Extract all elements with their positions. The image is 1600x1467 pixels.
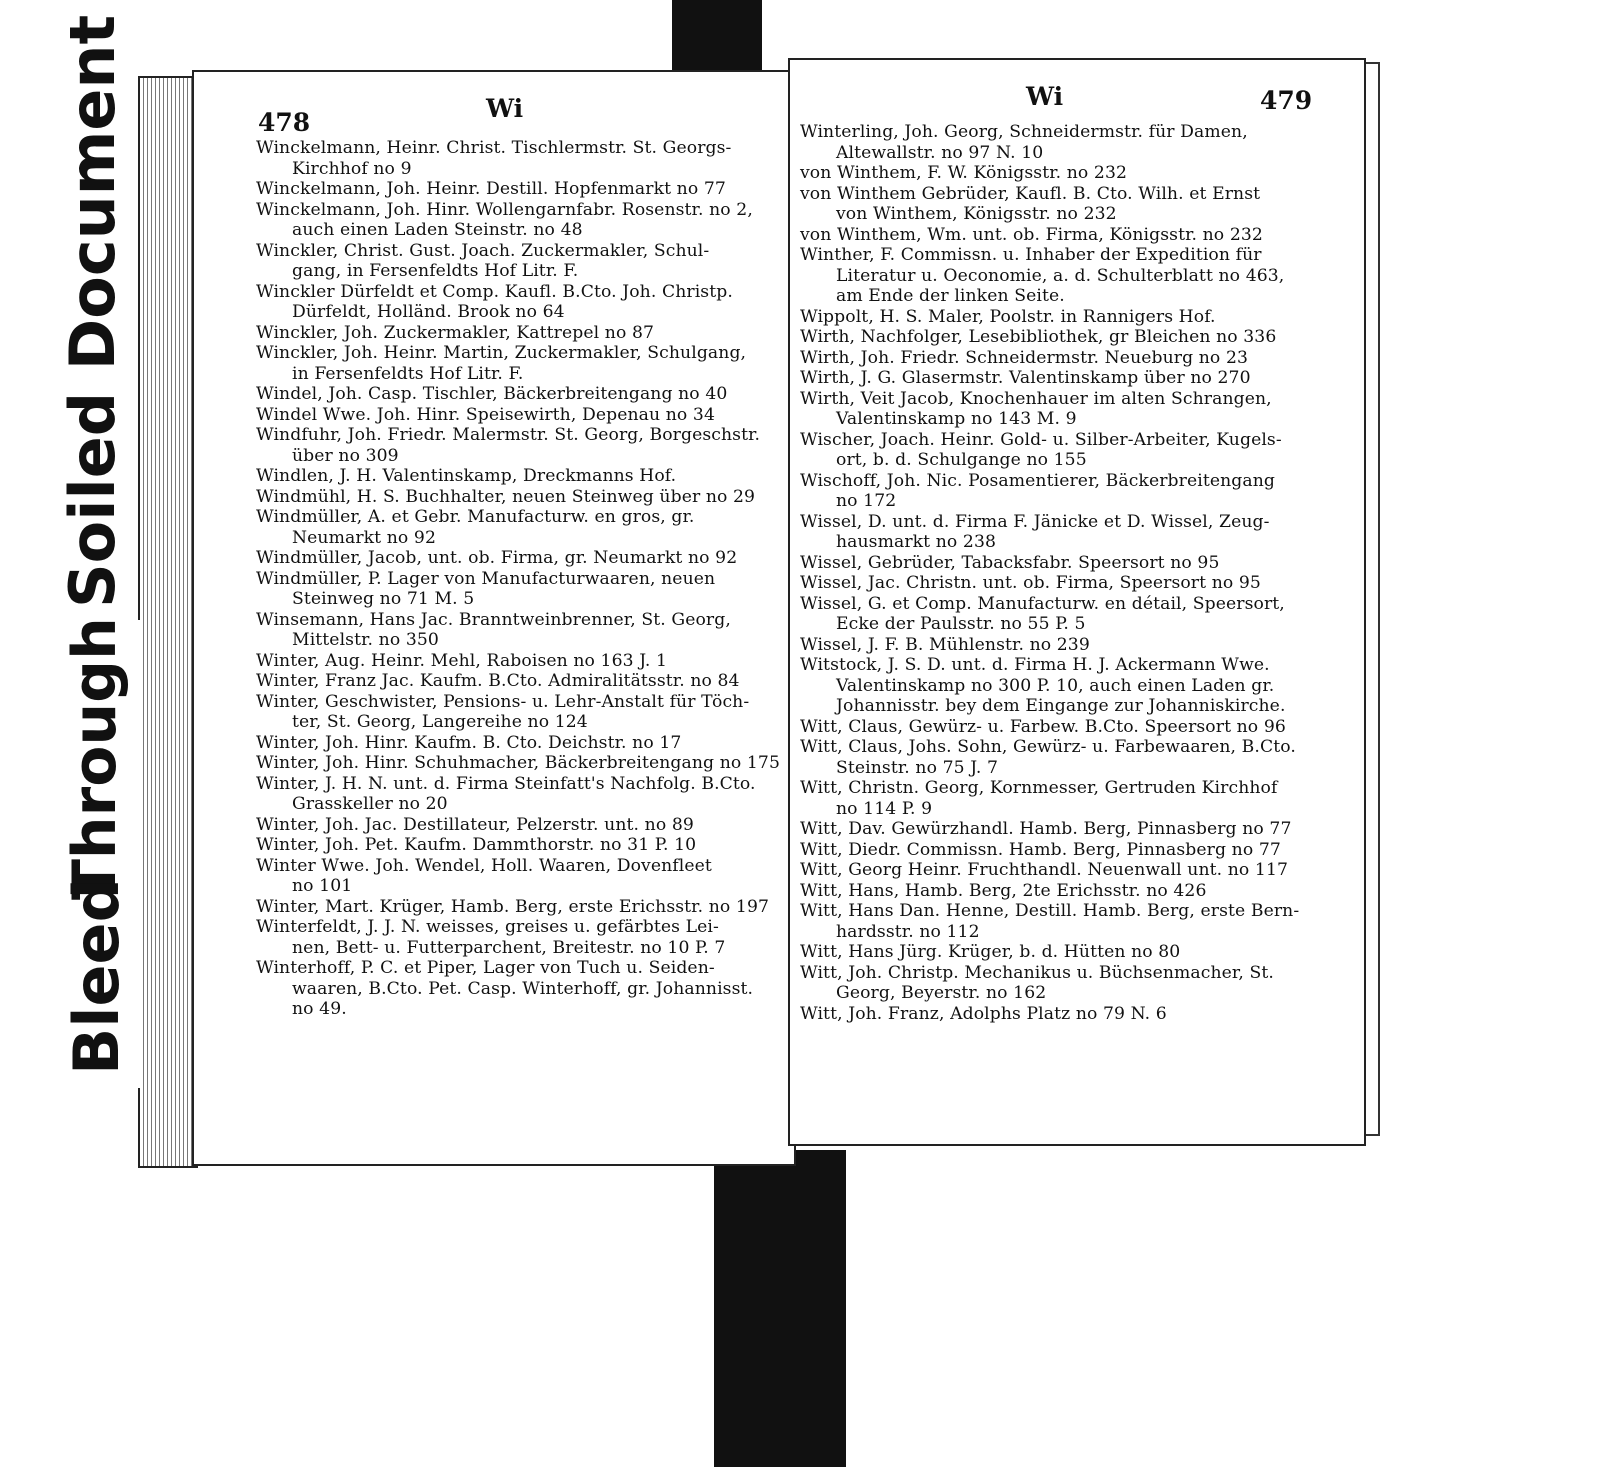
entry-continuation-line: no 49. (292, 999, 347, 1019)
directory-entry (256, 200, 786, 241)
directory-entry (256, 323, 786, 344)
entry-line: von Winthem, F. W. Königsstr. no 232 (800, 163, 1128, 183)
directory-entry (800, 163, 1352, 184)
directory-entry (256, 835, 786, 856)
entry-line: Witt, Joh. Franz, Adolphs Platz no 79 N. 6 (800, 1003, 1167, 1024)
directory-entry (800, 430, 1352, 471)
entry-continuation-line: von Winthem, Königsstr. no 232 (836, 204, 1117, 224)
entry-continuation-line: Johannisstr. bey dem Eingange zur Johanniskirche. (836, 696, 1286, 716)
entry-line: Winsemann, Hans Jac. Branntweinbrenner, St. Georg, (256, 609, 731, 630)
left-page (192, 70, 796, 1166)
entry-continuation-line: Valentinskamp no 300 P. 10, auch einen Laden gr. (836, 675, 1275, 696)
entry-continuation-line: in Fersenfeldts Hof Litr. F. (292, 363, 524, 384)
entry-line: Winckler, Joh. Zuckermakler, Kattrepel no 87 (256, 322, 655, 343)
entry-line: Windmühl, H. S. Buchhalter, neuen Steinweg über no 29 (256, 486, 756, 507)
directory-entry (256, 692, 786, 733)
entry-line: Wissel, D. unt. d. Firma F. Jänicke et D. Wissel, Zeug- (800, 511, 1270, 532)
directory-entry (800, 225, 1352, 246)
directory-entry (256, 733, 786, 754)
directory-entry (800, 471, 1352, 512)
directory-entry (800, 901, 1352, 942)
entry-continuation-line: Altewallstr. no 97 N. 10 (836, 142, 1044, 163)
entry-continuation-line: Kirchhof no 9 (292, 158, 412, 179)
directory-entry (256, 282, 786, 323)
entry-continuation-line: Valentinskamp no 143 M. 9 (836, 409, 1077, 429)
directory-entry (800, 327, 1352, 348)
entry-line: Winter, Joh. Jac. Destillateur, Pelzerstr. unt. no 89 (256, 814, 694, 835)
entry-continuation-line: Steinweg no 71 M. 5 (292, 589, 475, 609)
entry-line: Wirth, Joh. Friedr. Schneidermstr. Neueburg no 23 (800, 347, 1249, 368)
directory-entry (800, 963, 1352, 1004)
entry-line: Windmüller, Jacob, unt. ob. Firma, gr. Neumarkt no 92 (256, 548, 738, 568)
entry-continuation-line: hausmarkt no 238 (836, 532, 997, 552)
directory-entry (256, 610, 786, 651)
entry-line: Winther, F. Commissn. u. Inhaber der Expedition für (800, 245, 1262, 265)
directory-entry (800, 860, 1352, 881)
directory-entry (800, 368, 1352, 389)
directory-entry (256, 384, 786, 405)
entry-line: Wissel, Gebrüder, Tabacksfabr. Speersort no 95 (800, 552, 1220, 573)
entry-continuation-line: ter, St. Georg, Langereihe no 124 (292, 712, 588, 732)
right-page-number: 479 (1260, 86, 1313, 115)
directory-entry (256, 958, 786, 1020)
directory-entry (800, 512, 1352, 553)
directory-entry (256, 487, 786, 508)
entry-line: Winter, Joh. Pet. Kaufm. Dammthorstr. no 31 P. 10 (256, 835, 697, 855)
directory-entry (800, 594, 1352, 635)
entry-line: Winckler Dürfeldt et Comp. Kaufl. B.Cto. Joh. Christp. (256, 281, 733, 302)
entry-line: Witstock, J. S. D. unt. d. Firma H. J. Ackermann Wwe. (800, 655, 1270, 675)
entry-continuation-line: Grasskeller no 20 (292, 794, 448, 814)
entry-line: Wirth, Nachfolger, Lesebibliothek, gr Bleichen no 336 (800, 327, 1277, 347)
entry-line: Winter Wwe. Joh. Wendel, Holl. Waaren, Dovenfleet (256, 855, 712, 876)
entry-line: Wirth, J. G. Glasermstr. Valentinskamp über no 270 (800, 368, 1251, 388)
entry-line: Witt, Hans Dan. Henne, Destill. Hamb. Berg, erste Bern- (800, 901, 1300, 921)
directory-entry (256, 917, 786, 958)
watermark-soiled-document: Soiled Document (56, 14, 129, 608)
entry-continuation-line: Mittelstr. no 350 (292, 630, 439, 650)
directory-entry (256, 897, 786, 918)
directory-entry (800, 819, 1352, 840)
entry-line: Winterhoff, P. C. et Piper, Lager von Tuch u. Seiden- (256, 958, 715, 978)
entry-line: Windmüller, A. et Gebr. Manufacturw. en gros, gr. (256, 507, 695, 527)
directory-entry (800, 778, 1352, 819)
directory-entry (256, 774, 786, 815)
directory-entry (800, 717, 1352, 738)
left-page-number: 478 (258, 108, 311, 137)
directory-entry (256, 425, 786, 466)
entry-line: Winckler, Christ. Gust. Joach. Zuckermakler, Schul- (256, 240, 710, 261)
entry-continuation-line: Literatur u. Oeconomie, a. d. Schulterblatt no 463, (836, 265, 1285, 286)
directory-entry (256, 651, 786, 672)
directory-entry (800, 655, 1352, 717)
directory-entry (800, 573, 1352, 594)
entry-line: Wischer, Joach. Heinr. Gold- u. Silber-Arbeiter, Kugels- (800, 429, 1282, 450)
right-page-header: Wi (1026, 82, 1064, 111)
directory-entry (256, 815, 786, 836)
entry-line: Winter, Joh. Hinr. Schuhmacher, Bäckerbreitengang no 175 (256, 753, 780, 773)
entry-line: Wissel, J. F. B. Mühlenstr. no 239 (800, 634, 1090, 655)
directory-entry (800, 389, 1352, 430)
directory-entry (800, 737, 1352, 778)
entry-line: Wischoff, Joh. Nic. Posamentierer, Bäckerbreitengang (800, 470, 1275, 491)
entry-continuation-line: gang, in Fersenfeldts Hof Litr. F. (292, 261, 579, 281)
entry-line: Winterfeldt, J. J. N. weisses, greises u. gefärbtes Lei- (256, 917, 719, 937)
entry-continuation-line: nen, Bett- u. Futterparchent, Breitestr. no 10 P. 7 (292, 937, 726, 958)
entry-line: Winter, Joh. Hinr. Kaufm. B. Cto. Deichstr. no 17 (256, 732, 682, 753)
directory-entry (800, 553, 1352, 574)
directory-entry (800, 348, 1352, 369)
entry-line: von Winthem, Wm. unt. ob. Firma, Königsstr. no 232 (800, 224, 1263, 245)
directory-entry (800, 184, 1352, 225)
directory-entry (800, 840, 1352, 861)
entry-line: Wissel, G. et Comp. Manufacturw. en détail, Speersort, (800, 593, 1285, 614)
directory-entry (256, 179, 786, 200)
entry-line: Witt, Claus, Johs. Sohn, Gewürz- u. Farbewaaren, B.Cto. (800, 737, 1296, 757)
entry-line: Wirth, Veit Jacob, Knochenhauer im alten Schrangen, (800, 388, 1272, 409)
entry-line: Witt, Georg Heinr. Fruchthandl. Neuenwall unt. no 117 (800, 860, 1289, 880)
entry-line: Winckelmann, Joh. Hinr. Wollengarnfabr. Rosenstr. no 2, (256, 199, 753, 220)
entry-line: Witt, Christn. Georg, Kornmesser, Gertruden Kirchhof (800, 778, 1278, 798)
entry-line: Winckelmann, Joh. Heinr. Destill. Hopfenmarkt no 77 (256, 179, 726, 199)
entry-line: Winckelmann, Heinr. Christ. Tischlermstr. St. Georgs- (256, 138, 732, 158)
entry-continuation-line: Dürfeldt, Holländ. Brook no 64 (292, 302, 565, 322)
entry-continuation-line: no 172 (836, 491, 897, 511)
entry-continuation-line: auch einen Laden Steinstr. no 48 (292, 220, 583, 240)
binding-strip-bottom (714, 1150, 846, 1467)
entry-continuation-line: waaren, B.Cto. Pet. Casp. Winterhoff, gr. Johannisst. (292, 978, 754, 999)
entry-line: Witt, Claus, Gewürz- u. Farbew. B.Cto. Speersort no 96 (800, 716, 1286, 737)
entry-line: Winter, Aug. Heinr. Mehl, Raboisen no 163 J. 1 (256, 650, 668, 671)
directory-entry (800, 881, 1352, 902)
entry-line: Winterling, Joh. Georg, Schneidermstr. für Damen, (800, 122, 1248, 142)
entry-continuation-line: Neumarkt no 92 (292, 527, 436, 548)
directory-entry (256, 671, 786, 692)
entry-line: Windlen, J. H. Valentinskamp, Dreckmanns Hof. (256, 466, 677, 486)
entry-line: Wissel, Jac. Christn. unt. ob. Firma, Speersort no 95 (800, 573, 1261, 593)
entry-line: Winter, Franz Jac. Kaufm. B.Cto. Admiralitätsstr. no 84 (256, 671, 740, 691)
entry-line: Wippolt, H. S. Maler, Poolstr. in Rannigers Hof. (800, 306, 1216, 327)
entry-line: Witt, Dav. Gewürzhandl. Hamb. Berg, Pinnasberg no 77 (800, 819, 1292, 839)
directory-entry (800, 122, 1352, 163)
directory-entry (800, 245, 1352, 307)
entry-line: Winckler, Joh. Heinr. Martin, Zuckermakler, Schulgang, (256, 343, 747, 363)
entry-line: Windfuhr, Joh. Friedr. Malermstr. St. Georg, Borgeschstr. (256, 425, 761, 445)
directory-entry (256, 507, 786, 548)
watermark-bleed: Bleed (60, 878, 133, 1075)
entry-continuation-line: no 101 (292, 876, 353, 896)
directory-entry (800, 942, 1352, 963)
left-page-header: Wi (486, 94, 524, 123)
directory-entry (800, 635, 1352, 656)
right-page (788, 58, 1366, 1146)
entry-continuation-line: über no 309 (292, 445, 399, 466)
entry-line: Windmüller, P. Lager von Manufacturwaaren, neuen (256, 568, 716, 589)
directory-entry (800, 1004, 1352, 1025)
right-page-entries (800, 122, 1352, 1024)
entry-line: Witt, Hans, Hamb. Berg, 2te Erichsstr. no 426 (800, 880, 1207, 901)
entry-line: Winter, J. H. N. unt. d. Firma Steinfatt's Nachfolg. B.Cto. (256, 773, 756, 794)
directory-entry (256, 343, 786, 384)
entry-line: Windel, Joh. Casp. Tischler, Bäckerbreitengang no 40 (256, 384, 728, 404)
entry-line: Windel Wwe. Joh. Hinr. Speisewirth, Depenau no 34 (256, 404, 715, 425)
entry-continuation-line: Georg, Beyerstr. no 162 (836, 983, 1047, 1003)
directory-entry (256, 753, 786, 774)
entry-continuation-line: no 114 P. 9 (836, 798, 933, 819)
entry-continuation-line: Steinstr. no 75 J. 7 (836, 757, 999, 778)
entry-line: Witt, Joh. Christp. Mechanikus u. Büchsenmacher, St. (800, 962, 1274, 983)
directory-entry (256, 569, 786, 610)
directory-entry (256, 405, 786, 426)
watermark-through: Through (60, 617, 130, 900)
entry-line: Winter, Mart. Krüger, Hamb. Berg, erste Erichsstr. no 197 (256, 896, 770, 917)
entry-line: Winter, Geschwister, Pensions- u. Lehr-Anstalt für Töch- (256, 691, 750, 712)
entry-line: Witt, Diedr. Commissn. Hamb. Berg, Pinnasberg no 77 (800, 839, 1281, 860)
entry-continuation-line: ort, b. d. Schulgange no 155 (836, 450, 1087, 470)
entry-line: Witt, Hans Jürg. Krüger, b. d. Hütten no 80 (800, 942, 1181, 962)
directory-entry (256, 138, 786, 179)
entry-continuation-line: hardsstr. no 112 (836, 921, 980, 942)
entry-line: von Winthem Gebrüder, Kaufl. B. Cto. Wilh. et Ernst (800, 183, 1261, 204)
directory-entry (256, 548, 786, 569)
page-stack-edge (138, 76, 198, 1168)
entry-continuation-line: Ecke der Paulsstr. no 55 P. 5 (836, 614, 1086, 634)
left-page-entries (256, 138, 786, 1020)
directory-entry (256, 856, 786, 897)
directory-entry (800, 307, 1352, 328)
entry-continuation-line: am Ende der linken Seite. (836, 286, 1065, 306)
directory-entry (256, 466, 786, 487)
directory-entry (256, 241, 786, 282)
